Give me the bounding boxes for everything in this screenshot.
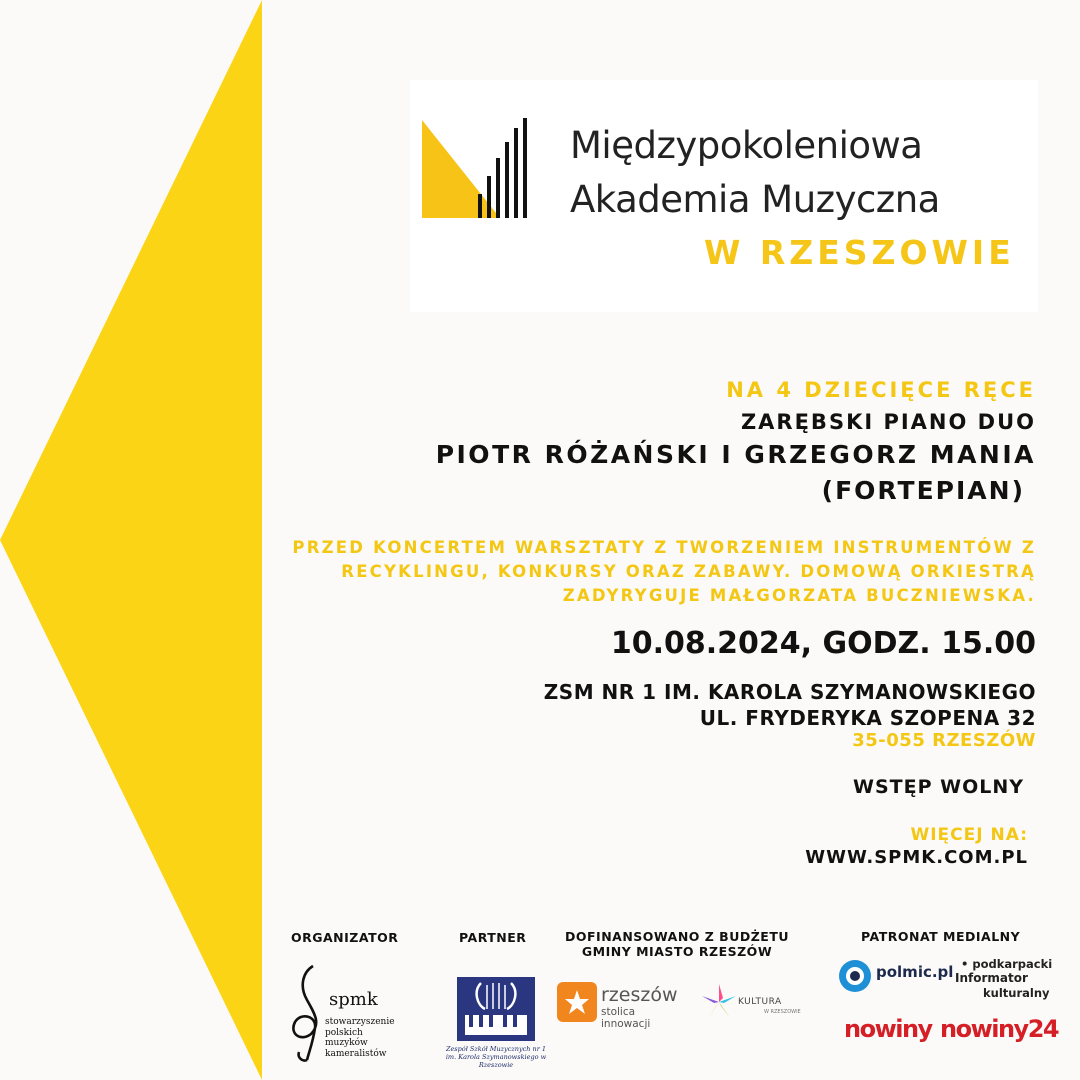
rzeszow-star-icon [557,982,597,1022]
description-line: PRZED KONCERTEM WARSZTATY Z TWORZENIEM INSTRUMENTÓW Z [292,538,1036,557]
kultura-subtitle: W RZESZOWIE [764,1009,801,1015]
partner-label: PARTNER [459,930,527,945]
zsm-caption: Zespół Szkół Muzycznych nr 1 im. Karola Szymanowskiego w Rzeszowie [445,1045,547,1069]
academy-name-line1: Międzypokoleniowa [570,124,923,167]
spmk-description: stowarzyszenie polskich muzyków kameralistów [325,1017,395,1059]
venue-street: UL. FRYDERYKA SZOPENA 32 [699,706,1036,730]
event-date-time: 10.08.2024, GODZ. 15.00 [610,626,1036,661]
description-line: RECYKLINGU, KONKURSY ORAZ ZABAWY. DOMOWĄ ORKIESTRĄ [341,562,1036,581]
kultura-star-icon [700,982,738,1022]
treble-clef-icon [285,962,329,1062]
kultura-name: KULTURA [738,997,782,1007]
decorative-yellow-triangle [0,0,262,1080]
academy-location: W RZESZOWIE [704,233,1015,272]
lyre-piano-icon [451,973,541,1045]
spmk-logo [285,962,405,1062]
funding-label-line1: DOFINANSOWANO Z BUDŻETU [565,929,790,944]
informator-line1: • podkarpacki [961,957,1053,971]
funding-label-line2: GMINY MIASTO RZESZÓW [581,944,773,959]
polmic-logo [838,957,954,997]
instrument: (FORTEPIAN) [821,476,1025,505]
academy-logo-icon [422,118,534,222]
kultura-rzeszow-logo [700,978,812,1028]
academy-name-line2: Akademia Muzyczna [570,178,940,221]
spmk-name: spmk [329,989,378,1010]
zsm-school-logo [443,973,549,1068]
polmic-name: polmic.pl [876,963,954,981]
website-link[interactable]: WWW.SPMK.COM.PL [805,847,1028,868]
organizer-label: ORGANIZATOR [291,930,399,945]
entry-info: WSTĘP WOLNY [853,776,1024,798]
rzeszow-city-logo [557,982,687,1030]
polmic-circle-icon [838,959,872,993]
more-info-label: WIĘCEJ NA: [910,825,1028,845]
informator-kulturalny-logo [955,957,1055,1001]
venue-name: ZSM NR 1 IM. KAROLA SZYMANOWSKIEGO [543,680,1036,704]
description-line: ZADYRYGUJE MAŁGORZATA BUCZNIEWSKA. [562,586,1036,605]
rzeszow-tagline: stolica innowacji [601,1006,651,1030]
performers: PIOTR RÓŻAŃSKI I GRZEGORZ MANIA [435,440,1036,469]
academy-logo-card [410,80,1038,312]
venue-city: 35-055 RZESZÓW [852,730,1036,751]
nowiny24-logo: nowiny24 [940,1015,1059,1043]
event-subtitle: NA 4 DZIECIĘCE RĘCE [726,378,1036,402]
nowiny-logo: nowiny [844,1015,932,1043]
informator-line2: Informator [955,971,1028,985]
duo-name: ZARĘBSKI PIANO DUO [740,410,1036,434]
funding-label [565,929,789,959]
media-patron-label: PATRONAT MEDIALNY [861,929,1021,944]
informator-line3: kulturalny [983,986,1050,1000]
rzeszow-name: rzeszów [601,984,678,1006]
